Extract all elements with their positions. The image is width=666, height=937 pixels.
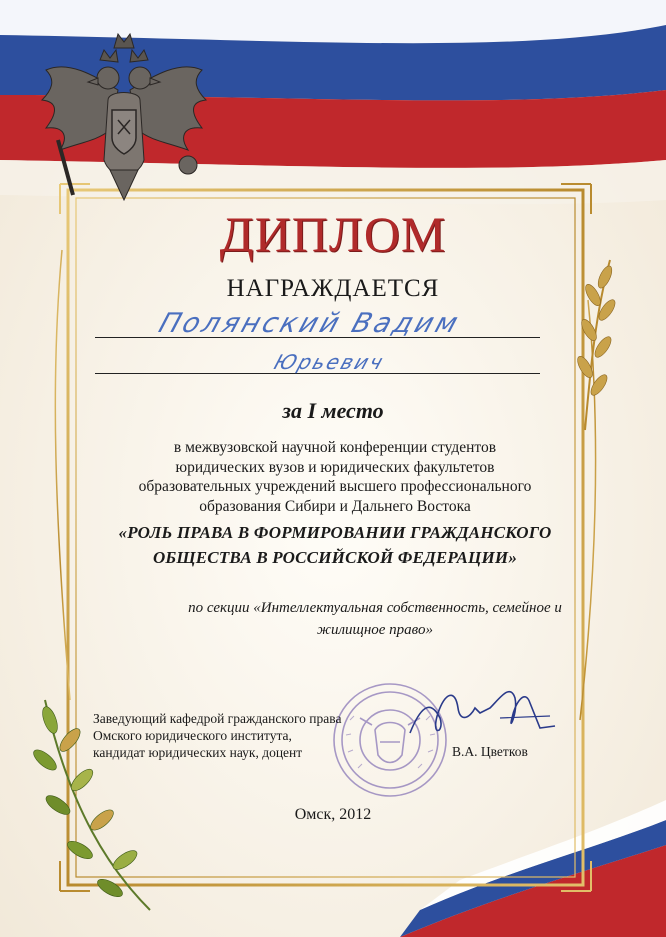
signatory-institution: Омского юридического института, xyxy=(93,728,292,743)
conference-section: по секции «Интеллектуальная собственность, семейное и жилищное право» xyxy=(188,600,562,638)
coat-of-arms-icon xyxy=(38,30,210,205)
city-year: Омск, 2012 xyxy=(294,806,372,823)
recipient-name-handwritten: Полянский Вадим xyxy=(154,308,465,339)
signature xyxy=(400,678,560,748)
awarded-heading: НАГРАЖДАЕТСЯ xyxy=(226,275,440,302)
award-place: за I место xyxy=(282,398,384,423)
conference-title: «РОЛЬ ПРАВА В ФОРМИРОВАНИИ ГРАЖДАНСКОГО ОБЩЕСТВА В РОССИЙСКОЙ ФЕДЕРАЦИИ» xyxy=(118,523,552,567)
diploma-title: ДИПЛОМ xyxy=(219,206,447,262)
signatory-name: В.А. Цветков xyxy=(452,744,528,759)
signatory-degree: кандидат юридических наук, доцент xyxy=(93,745,303,760)
recipient-patronymic-handwritten: Юрьевич xyxy=(271,350,388,374)
award-description: в межвузовской научной конференции студентов юридических вузов и юридических факультетов образовательных учреждений высшего профессионального образования Сибири и Дальнего Востока xyxy=(138,439,532,515)
signatory-block xyxy=(93,710,341,761)
signatory-position: Заведующий кафедрой гражданского права xyxy=(93,711,342,726)
